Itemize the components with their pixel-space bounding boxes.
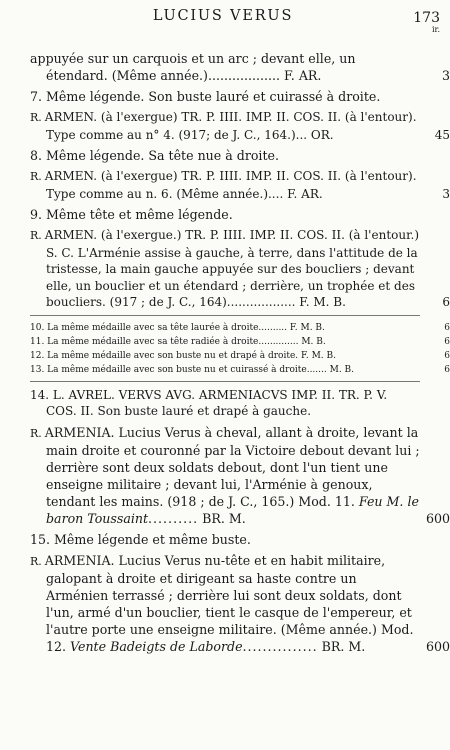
entry-text: ARMEN. (à l'exergue) TR. P. IIII. IMP. II. COS. II. (à l'entour). Type comme au n. 6. (Même année.).... [44,169,417,201]
entry-number: 7. [30,89,43,104]
metal-grade: F. AR. [287,186,323,201]
price-value: 3 [441,68,450,83]
price-value: 6 [444,364,450,375]
metal-grade: BR. M. [321,638,366,654]
entry-text: 14. L. AVREL. VERVS AVG. ARMENIACVS IMP. II. TR. P. V. COS. II. Son buste lauré et drapé à gauche. [30,387,388,418]
metal-grade: M. B. [301,336,326,347]
running-title: LUCIUS VERUS [152,8,294,24]
page-body [30,50,450,655]
entry-15-obverse [30,531,420,548]
entry-12 [30,349,450,363]
price-value: 600 [425,510,450,526]
entry-13 [30,363,450,377]
price-value: 6 [444,336,450,347]
entry-8-obverse [30,147,420,164]
reverse-symbol: R. [30,426,42,440]
entry-text: 12. La même médaille avec son buste nu et drapé à droite. [30,350,299,361]
entry-text: 13. La même médaille avec son buste nu et cuirassé à droite....... [30,364,327,375]
provenance-note: Feu M. le baron Toussaint [46,493,419,526]
price-value: 3 [442,186,450,201]
entry-15-reverse [30,552,450,655]
entry-text: appuyée sur un carquois et un arc ; devant elle, un étendard. (Même année.).................. [30,51,356,83]
entry-text: 15. Même légende et même buste. [30,531,251,547]
leader-dots: ............... [242,638,318,654]
entry-7-reverse [30,109,450,143]
provenance-note: Vente Badeigts de Laborde [70,638,243,654]
entry-8-reverse [30,168,450,202]
price-value: 6 [444,350,450,361]
entry-9-obverse [30,206,420,223]
entry-text: ARMEN. (à l'exergue.) TR. P. IIII. IMP. II. COS. II. (à l'entour.) S. C. L'Arménie assise à gauche, à terre, dans l'attitude de la tristesse, la main gauche appuyée sur des boucliers ; devant elle, un bouclier et un étendard ; derrière, un trophée et des boucliers. (917 ; de J. C., 164).................. [44,228,420,309]
entry-10 [30,321,450,335]
metal-grade: F. M. B. [301,350,337,361]
entry-text: 11. La même médaille avec sa tête radiée à droite.............. [30,336,299,347]
price-value: 6 [442,295,450,309]
price-value: 45 [434,127,450,142]
metal-grade: F. AR. [284,68,322,83]
entry-text: ARMENIA. Lucius Verus à cheval, allant à droite, levant la main droite et couronné par la Victoire debout devant lui ; derrière sont deux soldats debout, dont l'un tient une enseigne militaire ; devant lui, l'Arménie à genoux, tendant les mains. (918 ; de J. C., 165.) Mod. 11. [44,424,420,509]
page-header [0,6,446,36]
reverse-symbol: R. [30,111,42,124]
page-subnote: ir. [431,25,440,34]
entry-text: 10. La même médaille avec sa tête laurée à droite.......... [30,322,288,333]
entry-7-obverse [30,88,420,105]
entry-continuation [30,50,450,84]
reverse-symbol: R. [30,554,42,568]
metal-grade: OR. [310,127,334,142]
entry-14-obverse [30,387,420,420]
entry-text: Même tête et même légende. [46,207,233,222]
price-value: 6 [444,322,450,333]
entry-11 [30,335,450,349]
leader-dots: .......... [148,510,199,526]
entry-text: ARMENIA. Lucius Verus nu-tête et en habit militaire, galopant à droite et dirigeant sa haste contre un Arménien terrassé ; derrière lui sont deux soldats, dont l'un, armé d'un bouclier, tient le casque de l'empereur, et l'autre porte une enseigne militaire. (Même année.) Mod. 12. [44,552,414,654]
separator-rule [30,381,420,382]
metal-grade: F. M. B. [289,322,325,333]
entry-number: 8. [30,148,43,163]
entry-text: Même légende. Son buste lauré et cuirassé à droite. [46,89,381,104]
price-value: 600 [425,638,450,654]
separator-rule [30,315,420,316]
metal-grade: BR. M. [202,510,246,526]
reverse-symbol: R. [30,170,42,183]
entry-text: ARMEN. (à l'exergue) TR. P. IIII. IMP. II. COS. II. (à l'entour). Type comme au n° 4. (917; de J. C., 164.)... [44,110,417,142]
page-number: 173 [413,10,440,26]
metal-grade: M. B. [329,364,355,375]
entry-9-reverse [30,227,450,311]
reverse-symbol: R. [30,229,42,242]
entry-14-reverse [30,424,450,527]
entry-number: 9. [30,207,43,222]
entry-text: Même légende. Sa tête nue à droite. [46,148,279,163]
metal-grade: F. M. B. [299,295,346,309]
